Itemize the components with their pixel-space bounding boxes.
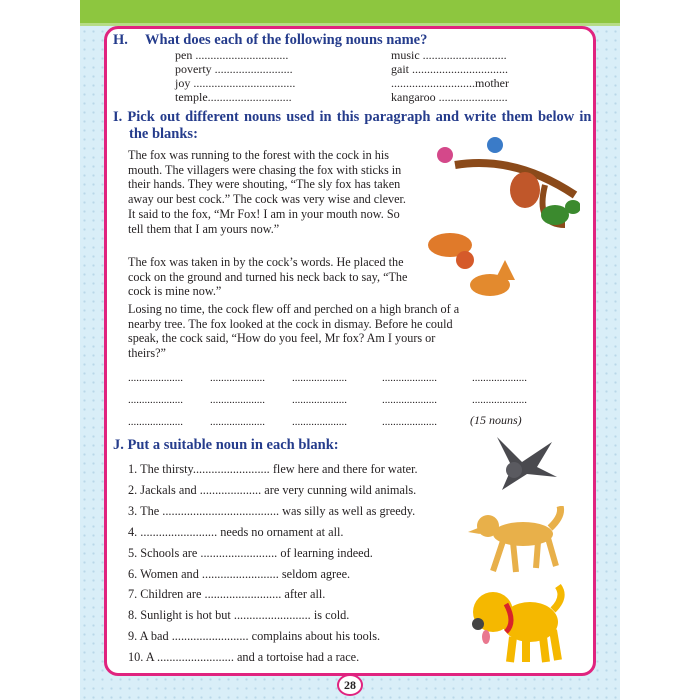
h-item: pen ...............................	[175, 48, 289, 62]
blank[interactable]: ....................	[210, 416, 265, 428]
section-i-title-2: the blanks:	[129, 126, 198, 142]
j-item: 2. Jackals and .................... are very cunning wild animals.	[128, 482, 417, 497]
h-item: temple............................	[175, 90, 292, 104]
j-item: 1. The thirsty......................... flew here and there for water.	[128, 462, 418, 476]
blank[interactable]: ....................	[292, 394, 347, 406]
dog-illustration	[468, 582, 568, 664]
blank[interactable]: ....................	[472, 394, 527, 406]
j-item: 10. A ......................... and a tortoise had a race.	[128, 650, 360, 665]
j-item: 7. Children are ......................... after all.	[128, 587, 326, 602]
blank[interactable]: ....................	[128, 416, 183, 428]
h-left-list	[175, 48, 295, 104]
blank[interactable]: ....................	[382, 394, 437, 406]
h-item: gait ................................	[391, 62, 508, 76]
h-right-list	[391, 48, 509, 104]
blank[interactable]: ....................	[382, 372, 437, 384]
h-item: ............................mother	[391, 76, 509, 90]
top-banner	[80, 0, 620, 26]
section-j-title: J. Put a suitable noun in each blank:	[113, 437, 339, 453]
section-h-letter: H.	[113, 32, 128, 48]
story-paragraph-3: Losing no time, the cock flew off and perched on a high branch of a nearby tree. The fox looked at the cock in dismay. Before he could speak, the cock said, “How do you feel, Mr fox? Am I yours or theirs?”	[128, 302, 460, 361]
story-paragraph-1: The fox was running to the forest with the cock in his mouth. The villagers were chasing the fox with sticks in their hands. They were shouting, “The sly fox has taken away our best cock.” The cock was very wise and clever. It said to the fox, “Mr Fox! I am in your mouth now. So tell them that I am yours now.”	[128, 148, 406, 236]
story-paragraph-2: The fox was taken in by the cock’s words. He placed the cock on the ground and turned his neck back to say, “The cock is mine now.”	[128, 255, 408, 299]
blank[interactable]: ....................	[210, 372, 265, 384]
j-item: 3. The ...................................... was silly as well as greedy.	[128, 503, 416, 518]
blank[interactable]: ....................	[292, 416, 347, 428]
section-i-title: I. Pick out different nouns used in this paragraph and write them below in	[113, 109, 592, 125]
blank[interactable]: ....................	[128, 394, 183, 406]
page-number: 28	[337, 674, 363, 696]
j-item-list	[128, 459, 418, 668]
j-item: 9. A bad ......................... complains about his tools.	[128, 629, 381, 644]
fox-and-cock-illustration	[415, 135, 580, 315]
blank[interactable]: ....................	[128, 372, 183, 384]
h-item: poverty ..........................	[175, 62, 293, 76]
h-item: music ............................	[391, 48, 507, 62]
crow-illustration	[492, 432, 562, 494]
h-item: kangaroo .......................	[391, 90, 508, 104]
blank[interactable]: ....................	[210, 394, 265, 406]
blank[interactable]: ....................	[292, 372, 347, 384]
blank[interactable]: ....................	[382, 416, 437, 428]
j-item: 5. Schools are ......................... of learning indeed.	[128, 545, 373, 560]
noun-count-note: (15 nouns)	[470, 413, 522, 427]
jackal-illustration	[468, 506, 568, 576]
j-item: 6. Women and ......................... seldom agree.	[128, 566, 351, 581]
blank[interactable]: ....................	[472, 372, 527, 384]
section-h-title: What does each of the following nouns name?	[145, 32, 428, 48]
h-item: joy ..................................	[175, 76, 296, 90]
j-item: 8. Sunlight is hot but ......................... is cold.	[128, 608, 350, 623]
j-item: 4. ......................... needs no ornament at all.	[128, 524, 344, 539]
